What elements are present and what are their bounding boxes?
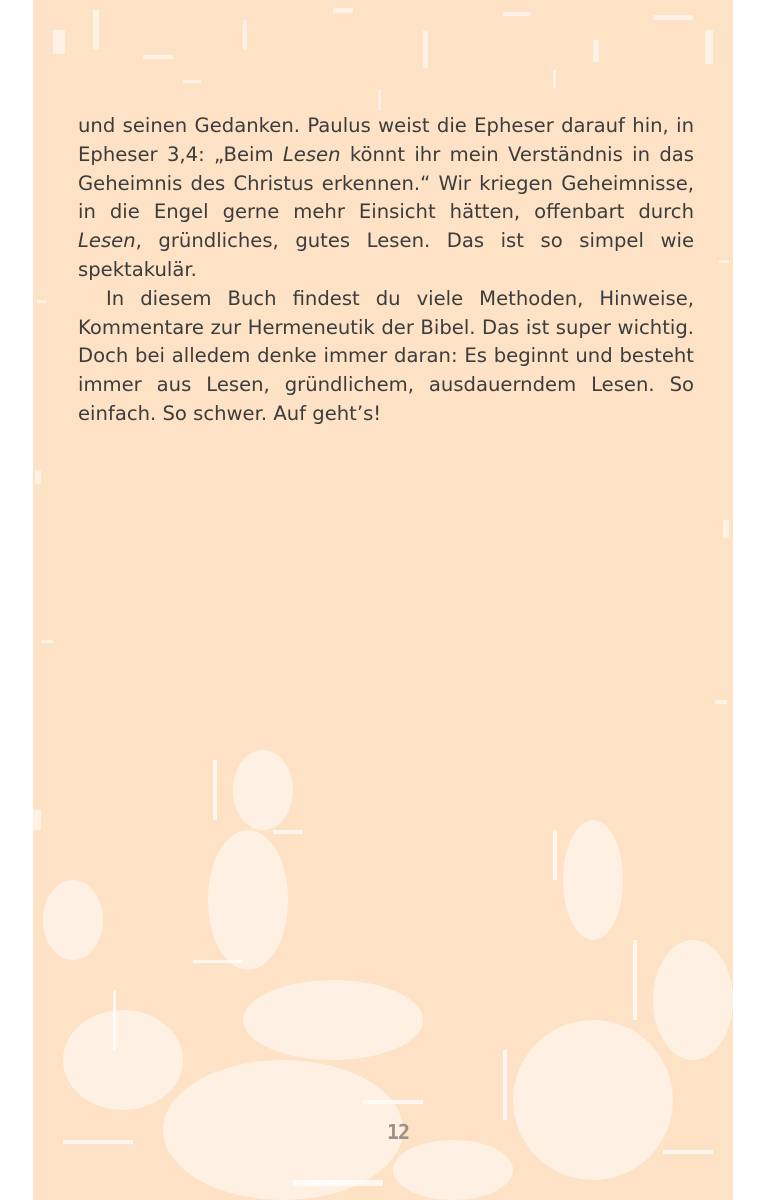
emphasis-lesen: Lesen xyxy=(78,229,136,253)
paragraph-2: In diesem Buch findest du viele Methoden, Hinweise, Kommentare zur Hermeneutik der Bibel. Das ist super wichtig. Doch bei alledem denke immer daran: Es beginnt und besteht immer aus Lesen, gründlichem, ausdauerndem Lesen. So einfach. So schwer. Auf geht’s! xyxy=(78,286,694,425)
paragraph-1-text: , gründliches, gutes Lesen. Das ist so simpel wie spektakulär. xyxy=(78,229,694,281)
emphasis-lesen: Lesen xyxy=(282,142,341,166)
paragraph-1-text: könnt ihr mein Verständnis in das Geheimnis des Christus erkennen.“ Wir kriegen Geheimnisse, in die Engel gerne mehr Einsicht hätten, offenbart durch xyxy=(78,142,694,224)
body-text xyxy=(78,112,694,429)
paragraph-1 xyxy=(78,112,694,285)
page-number: 12 xyxy=(386,1120,410,1144)
paragraph-1-text: und seinen Gedanken. Paulus weist die Epheser darauf hin, in Epheser 3,4: „Beim xyxy=(78,114,694,166)
book-page xyxy=(33,0,733,1200)
